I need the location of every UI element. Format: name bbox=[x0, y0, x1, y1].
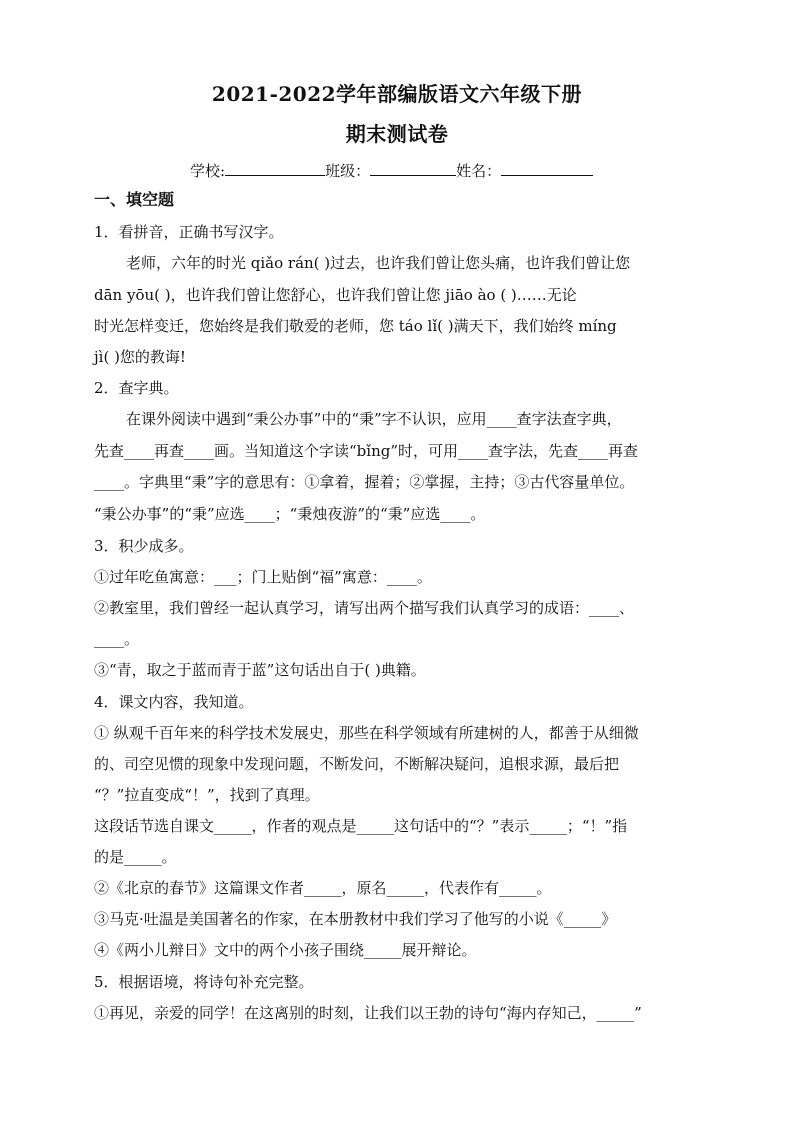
question-1-title: 1．看拼音，正确书写汉字。 bbox=[94, 223, 284, 241]
question-1-line: 时光怎样变迁，您始终是我们敬爱的老师，您 táo lǐ( )满天下，我们始终 míng bbox=[94, 317, 617, 335]
question-2-line: “秉公办事”的“秉”应选____；“秉烛夜游”的“秉”应选____。 bbox=[94, 505, 486, 523]
question-4-line: “？”拉直变成“！”，找到了真理。 bbox=[94, 786, 320, 804]
question-4-line: 的是_____。 bbox=[94, 848, 177, 866]
question-5-line: ①再见，亲爱的同学！在这离别的时刻，让我们以王勃的诗句“海内存知己，_____” bbox=[94, 1004, 642, 1022]
page-subtitle: 期末测试卷 bbox=[345, 122, 449, 146]
question-2-line: 先查____再查____画。当知道这个字读“bǐng”时，可用____查字法，先查____再查 bbox=[94, 442, 639, 460]
class-label: 班级： bbox=[325, 162, 371, 180]
question-3-line: ____。 bbox=[94, 630, 140, 648]
question-2-line: 在课外阅读中遇到“秉公办事”中的“秉”字不认识，应用____查字法查字典， bbox=[126, 410, 622, 428]
question-4-title: 4．课文内容，我知道。 bbox=[94, 693, 254, 711]
student-info-line bbox=[190, 160, 593, 181]
school-label: 学校: bbox=[190, 162, 226, 180]
question-3-title: 3．积少成多。 bbox=[94, 537, 194, 555]
question-4-line: ②《北京的春节》这篇课文作者_____，原名_____，代表作有_____。 bbox=[94, 879, 552, 897]
question-4-line: ① 纵观千百年来的科学技术发展史，那些在科学领域有所建树的人，都善于从细微 bbox=[94, 724, 639, 742]
question-3-line: ③“青，取之于蓝而青于蓝”这句话出自于( )典籍。 bbox=[94, 661, 426, 679]
question-1-line: dān yōu( )，也许我们曾让您舒心，也许我们曾让您 jiāo ào ( )……无论 bbox=[94, 286, 577, 304]
name-blank[interactable] bbox=[501, 161, 593, 176]
question-4-line: ④《两小儿辩日》文中的两个小孩子围绕_____展开辩论。 bbox=[94, 941, 477, 959]
question-2-title: 2．查字典。 bbox=[94, 379, 179, 397]
school-blank[interactable] bbox=[225, 161, 325, 176]
question-4-line: 的、司空见惯的现象中发现问题，不断发问，不断解决疑问，追根求源，最后把 bbox=[94, 755, 620, 773]
question-4-line: ③马克·吐温是美国著名的作家，在本册教材中我们学习了他写的小说《_____》 bbox=[94, 910, 617, 928]
page-title: 2021-2022学年部编版语文六年级下册 bbox=[211, 82, 583, 106]
class-blank[interactable] bbox=[370, 161, 456, 176]
question-1-line: jì( )您的教诲! bbox=[94, 348, 186, 366]
question-1-line: 老师，六年的时光 qiǎo rán( )过去，也许我们曾让您头痛，也许我们曾让您 bbox=[126, 254, 631, 272]
question-4-line: 这段话节选自课文_____，作者的观点是_____这句话中的“？”表示_____；“！”指 bbox=[94, 817, 628, 835]
section-heading: 一、填空题 bbox=[94, 190, 175, 209]
question-5-title: 5．根据语境，将诗句补充完整。 bbox=[94, 973, 314, 991]
question-2-line: ____。字典里“秉”字的意思有：①拿着，握着；②掌握，主持；③古代容量单位。 bbox=[94, 473, 635, 491]
name-label: 姓名： bbox=[456, 162, 502, 180]
question-3-line: ②教室里，我们曾经一起认真学习，请写出两个描写我们认真学习的成语：____、 bbox=[94, 599, 635, 617]
question-3-line: ①过年吃鱼寓意：___；门上贴倒“福”寓意：____。 bbox=[94, 568, 432, 586]
